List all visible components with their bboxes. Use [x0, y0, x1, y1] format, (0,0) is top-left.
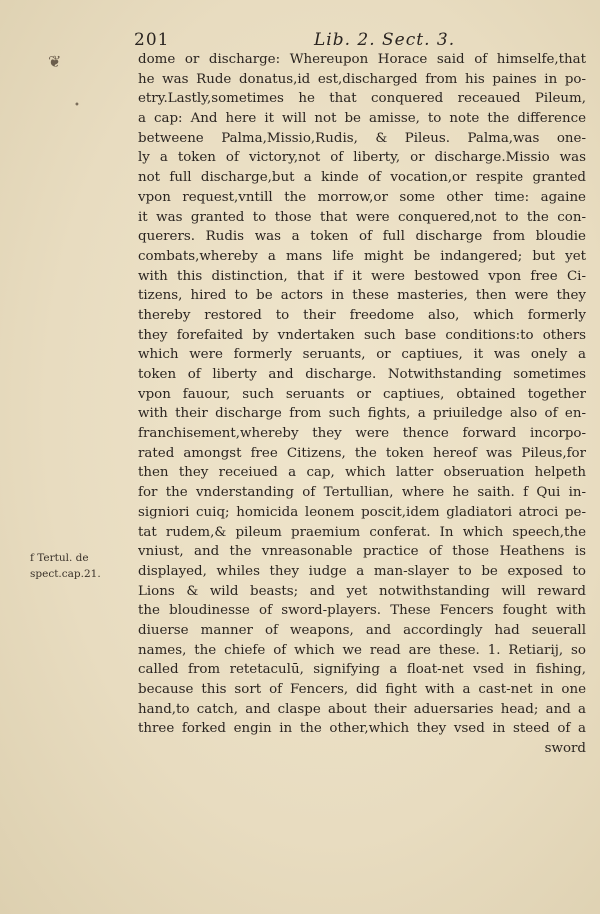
page-header — [134, 30, 584, 52]
text-line: franchisement,whereby they were thence forward incorpo- — [138, 426, 586, 442]
marginal-note — [30, 550, 135, 582]
text-line: ly a token of victory,not of liberty, or discharge.Missio was — [138, 150, 586, 166]
text-line: three forked engin in the other,which they vsed in steed of a — [138, 721, 586, 737]
marginal-line: spect.cap.21. — [30, 568, 101, 580]
text-line: combats,whereby a mans life might be indangered; but yet — [138, 248, 586, 264]
text-line: querers. Rudis was a token of full discharge from bloudie — [138, 229, 586, 245]
text-line: not full discharge,but a kinde of vocation,or respite granted — [138, 170, 586, 186]
ornament-icon: ❦ — [48, 52, 62, 71]
text-line: tat rudem,& pileum praemium conferat. In which speech,the — [138, 524, 586, 540]
text-line: with this distinction, that if it were bestowed vpon free Ci- — [138, 268, 586, 284]
text-line: for the vnderstanding of Tertullian, where he saith. f Qui in- — [138, 485, 586, 501]
text-line: because this sort of Fencers, did fight with a cast-net in one — [138, 682, 586, 697]
text-line: it was granted to those that were conquered,not to the con- — [138, 209, 586, 225]
text-line: etry.Lastly,sometimes he that conquered receaued Pileum, — [138, 91, 586, 107]
text-line: displayed, whiles they iudge a man-slayer to be exposed to — [138, 563, 586, 579]
text-line: tizens, hired to be actors in these masteries, then were they — [138, 288, 586, 304]
text-line: hand,to catch, and claspe about their aduersaries head; and a — [138, 701, 586, 717]
body-text — [138, 50, 586, 759]
text-line: token of liberty and discharge. Notwithstanding sometimes — [138, 367, 586, 382]
text-line: they forefaited by vndertaken such base conditions:to others — [138, 327, 586, 343]
marginal-line: f Tertul. de — [30, 552, 89, 564]
text-line: he was Rude donatus,id est,discharged from his paines in po- — [138, 71, 586, 87]
text-line: vpon request,vntill the morrow,or some other time: againe — [138, 189, 586, 205]
text-line: dome or discharge: Whereupon Horace said of himselfe,that — [138, 52, 586, 67]
text-line: vpon fauour, such seruants or captiues, obtained together — [138, 386, 586, 402]
text-line: which were formerly seruants, or captiues, it was onely a — [138, 347, 586, 363]
page-number: 201 — [134, 30, 170, 50]
text-line: signiori cuiq; homicida leonem poscit,idem gladiatori atroci pe- — [138, 504, 586, 520]
text-line: sword — [544, 741, 586, 757]
text-line: the bloudinesse of sword-players. These Fencers fought with — [138, 603, 586, 619]
text-line: then they receiued a cap, which latter obseruation helpeth — [138, 465, 586, 481]
text-line: thereby restored to their freedome also, which formerly — [138, 307, 586, 323]
text-line: diuerse manner of weapons, and accordingly had seuerall — [138, 622, 586, 638]
text-line: with their discharge from such fights, a priuiledge also of en- — [138, 406, 586, 422]
text-line: Lions & wild beasts; and yet notwithstanding will reward — [138, 583, 586, 599]
text-line: betweene Palma,Missio,Rudis, & Pileus. Palma,was one- — [138, 130, 586, 146]
text-line: vniust, and the vnreasonable practice of those Heathens is — [138, 544, 586, 560]
text-line: called from retetaculū, signifying a float-net vsed in fishing, — [138, 662, 586, 678]
text-line: names, the chiefe of which we read are these. 1. Retiarij, so — [138, 642, 586, 658]
running-head: Lib. 2. Sect. 3. — [314, 30, 456, 50]
text-line: rated amongst free Citizens, the token hereof was Pileus,for — [138, 445, 586, 461]
text-line: a cap: And here it will not be amisse, to note the difference — [138, 111, 586, 127]
ink-mark: • — [74, 100, 80, 111]
